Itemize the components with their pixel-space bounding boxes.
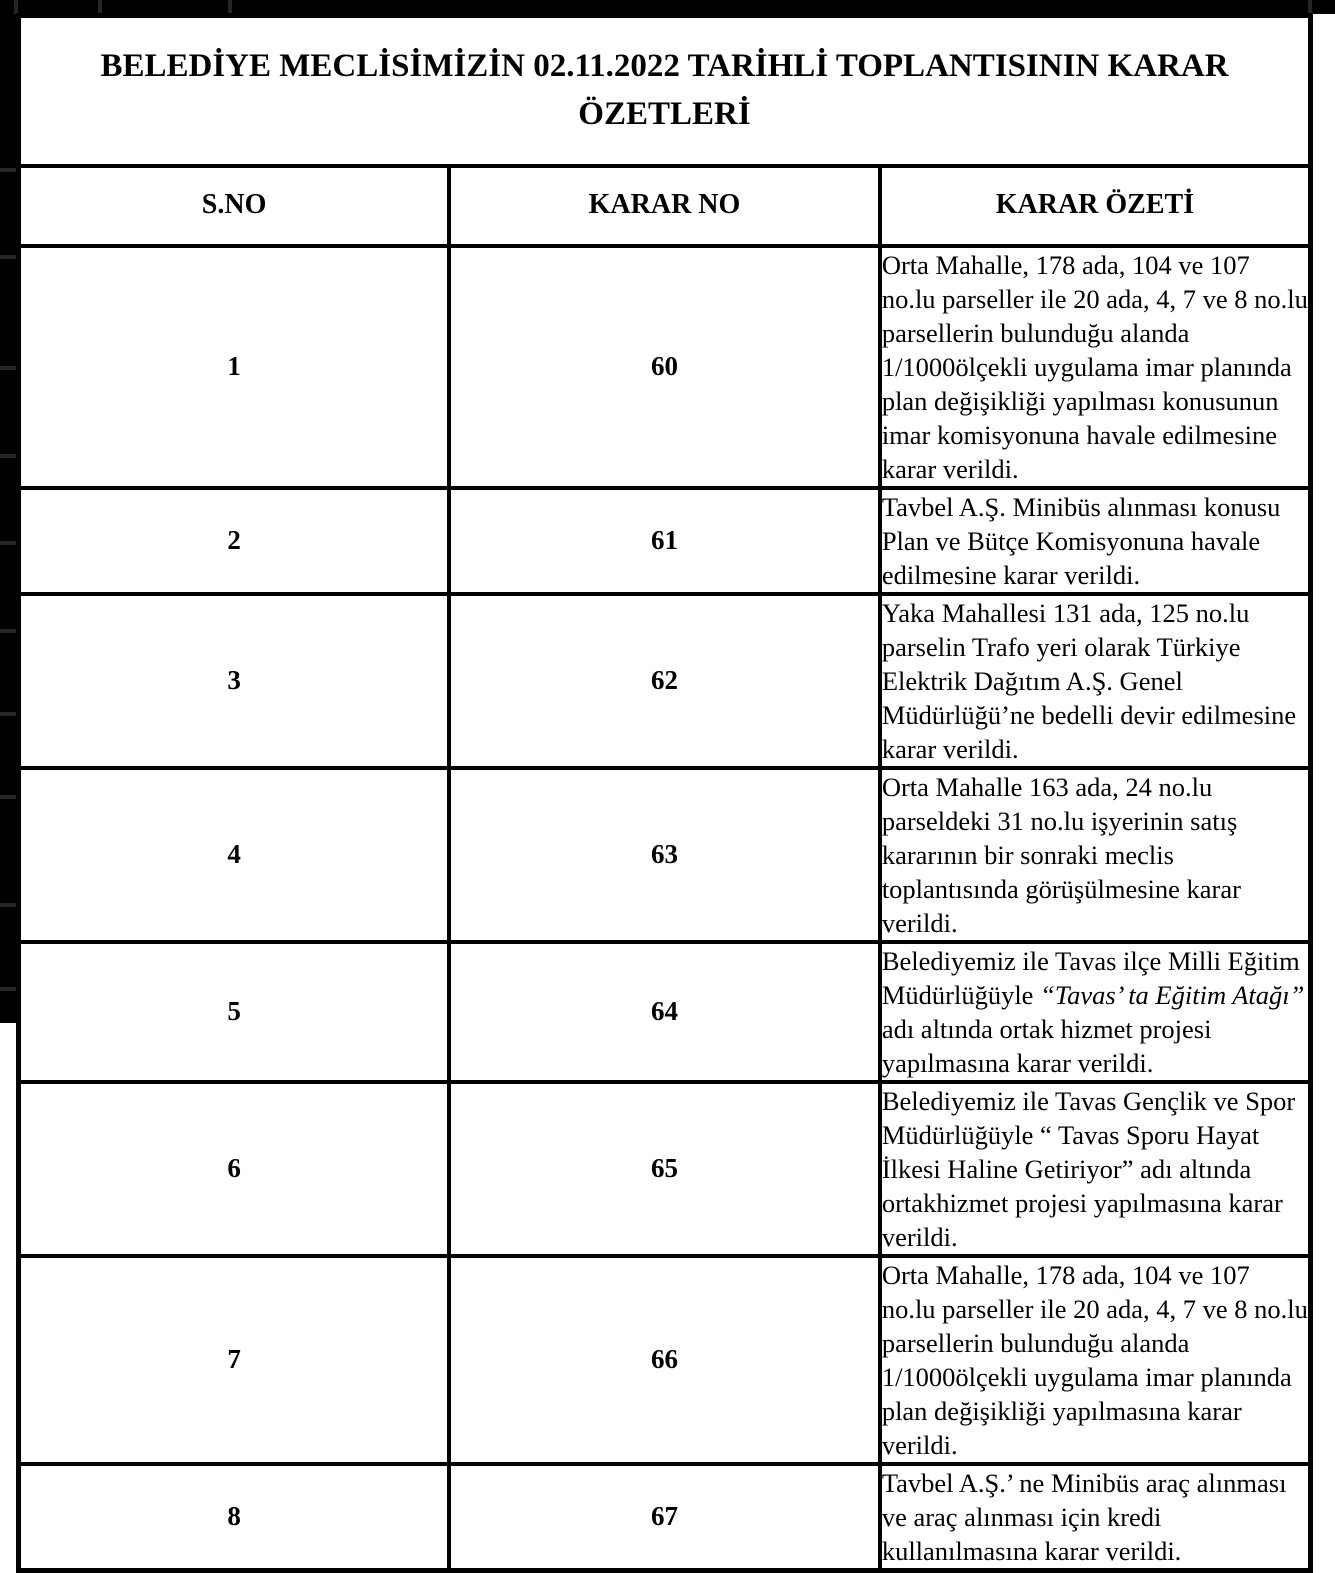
karar-ozeti-cell [880, 1256, 1311, 1464]
karar-ozeti-cell [880, 768, 1311, 942]
karar-ozeti-cell [880, 942, 1311, 1082]
karar-ozeti-cell [880, 1082, 1311, 1256]
strip-separator [0, 255, 16, 259]
sno-cell: 2 [19, 488, 450, 594]
karar-ozeti-cell [880, 488, 1311, 594]
karar-ozeti-cell [880, 1464, 1311, 1571]
sno-cell: 5 [19, 942, 450, 1082]
karar-no-cell: 66 [449, 1256, 880, 1464]
karar-ozeti-cell [880, 246, 1311, 488]
top-edge-strip [0, 0, 1335, 14]
strip-separator [14, 0, 18, 14]
ozet-segment: adı altında ortak hizmet projesi yapılmasına karar verildi. [881, 1013, 1212, 1078]
strip-separator [0, 712, 16, 716]
ozet-segment: Tavbel A.Ş. Minibüs alınması konusu Plan ve Bütçe Komisyonuna havale edilmesine karar verildi. [881, 491, 1281, 590]
column-header-karar-no: KARAR NO [449, 166, 880, 246]
karar-no-cell: 62 [449, 594, 880, 768]
strip-separator [0, 987, 16, 991]
table-row [19, 1256, 1311, 1464]
ozet-segment: Tavbel A.Ş.’ ne Minibüs araç alınması ve araç alınması için kredi kullanılmasına karar verildi. [881, 1467, 1287, 1566]
ozet-italic-segment: “Tavas’ ta Eğitim Atağı” [1040, 979, 1305, 1010]
header-row [19, 166, 1311, 246]
sno-cell: 4 [19, 768, 450, 942]
karar-no-cell: 67 [449, 1464, 880, 1571]
strip-separator [0, 629, 16, 633]
page-title: BELEDİYE MECLİSİMİZİN 02.11.2022 TARİHLİ TOPLANTISININ KARAR ÖZETLERİ [19, 16, 1311, 166]
table-row [19, 594, 1311, 768]
decisions-tbody [19, 16, 1311, 1571]
ozet-segment: Belediyemiz ile Tavas ilçe Milli Eğitim Müdürlüğüyle [881, 945, 1300, 1010]
sno-cell: 8 [19, 1464, 450, 1571]
table-row [19, 1082, 1311, 1256]
ozet-segment: Orta Mahalle, 178 ada, 104 ve 107 no.lu parseller ile 20 ada, 4, 7 ve 8 no.lu parsellerin bulunduğu alanda 1/1000ölçekli uygulama imar planında plan değişikliği yapılmasına karar verildi. [881, 1259, 1308, 1460]
table-row [19, 768, 1311, 942]
ozet-segment: Orta Mahalle 163 ada, 24 no.lu parseldeki 31 no.lu işyerinin satış kararının bir sonraki meclis toplantısında görüşülmesine karar verildi. [881, 771, 1241, 938]
strip-separator [0, 168, 16, 172]
column-header-sno: S.NO [19, 166, 450, 246]
strip-separator [0, 366, 16, 370]
strip-separator [0, 454, 16, 458]
sno-cell: 7 [19, 1256, 450, 1464]
karar-no-cell: 61 [449, 488, 880, 594]
strip-separator [0, 795, 16, 799]
sno-cell: 6 [19, 1082, 450, 1256]
karar-no-cell: 63 [449, 768, 880, 942]
strip-separator [0, 903, 16, 907]
sno-cell: 1 [19, 246, 450, 488]
table-row [19, 942, 1311, 1082]
ozet-segment: Belediyemiz ile Tavas Gençlik ve Spor Müdürlüğüyle “ Tavas Sporu Hayat İlkesi Haline Getiriyor” adı altında ortakhizmet projesi yapılmasına karar verildi. [881, 1085, 1296, 1252]
column-header-karar-ozeti: KARAR ÖZETİ [880, 166, 1311, 246]
strip-separator [98, 0, 102, 14]
table-row [19, 246, 1311, 488]
decisions-table [16, 13, 1313, 1573]
strip-separator [1308, 0, 1312, 14]
karar-ozeti-cell [880, 594, 1311, 768]
table-row [19, 488, 1311, 594]
table-row [19, 1464, 1311, 1571]
karar-no-cell: 65 [449, 1082, 880, 1256]
sno-cell: 3 [19, 594, 450, 768]
ozet-segment: Yaka Mahallesi 131 ada, 125 no.lu parselin Trafo yeri olarak Türkiye Elektrik Dağıtım A.Ş. Genel Müdürlüğü’ne bedelli devir edilmesine karar verildi. [881, 597, 1297, 764]
left-edge-strip [0, 14, 16, 1023]
strip-separator [0, 541, 16, 545]
karar-no-cell: 64 [449, 942, 880, 1082]
title-row [19, 16, 1311, 166]
karar-no-cell: 60 [449, 246, 880, 488]
ozet-segment: Orta Mahalle, 178 ada, 104 ve 107 no.lu parseller ile 20 ada, 4, 7 ve 8 no.lu parsellerin bulunduğu alanda 1/1000ölçekli uygulama imar planında plan değişikliği yapılması konusunun imar komisyonuna havale edilmesine karar verildi. [881, 249, 1308, 484]
strip-separator [228, 0, 232, 14]
